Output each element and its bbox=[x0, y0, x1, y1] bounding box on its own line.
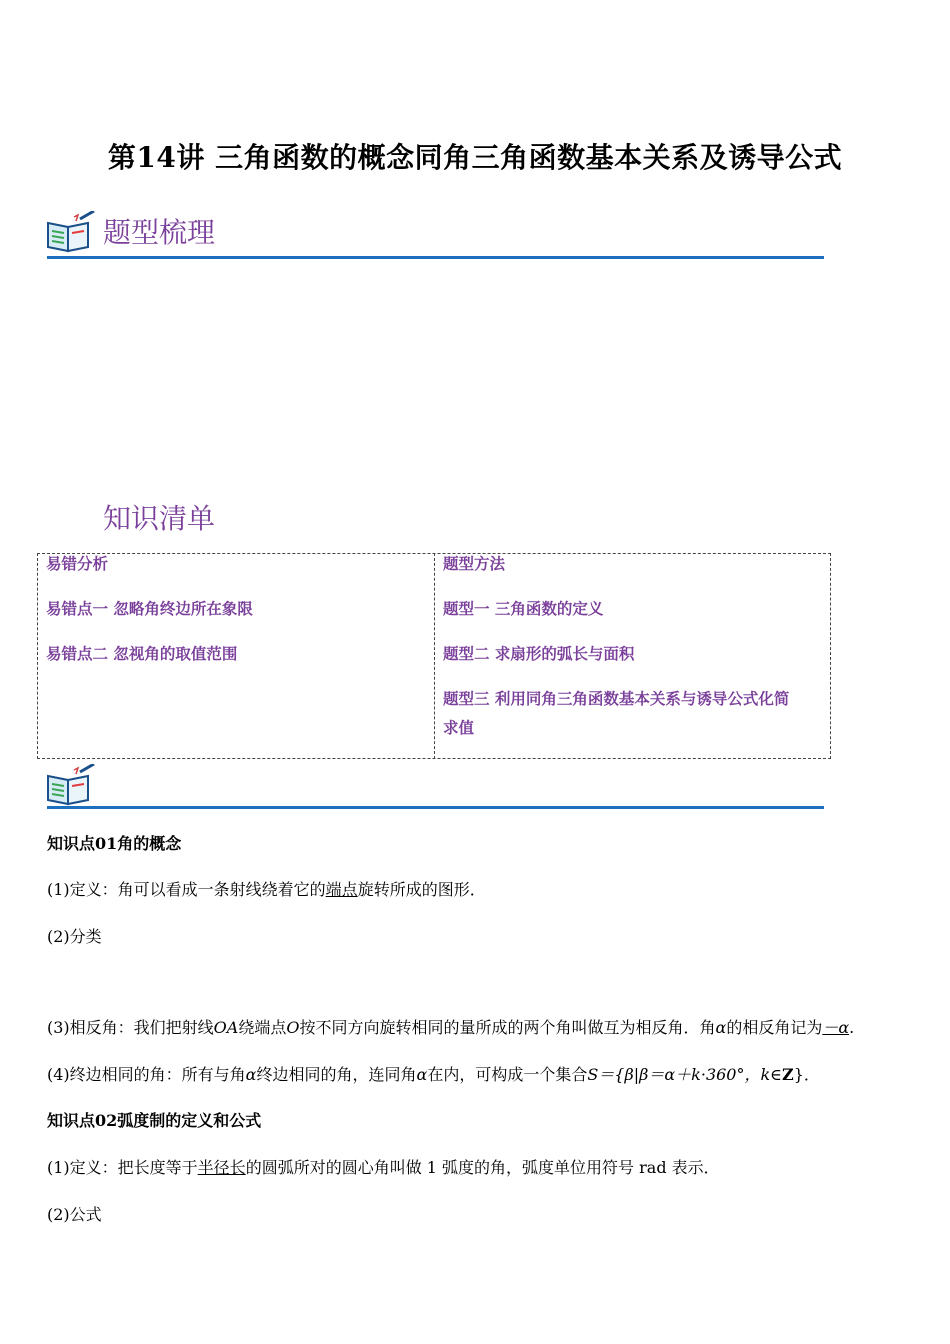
section-divider bbox=[47, 256, 824, 259]
text: 绕端点 bbox=[238, 1018, 287, 1037]
kp02-heading: 知识点02弧度制的定义和公式 bbox=[47, 1111, 262, 1130]
kp02-formula: (2)公式 bbox=[47, 1205, 102, 1224]
text: 按不同方向旋转相同的量所成的两个角叫做互为相反角．角 bbox=[299, 1018, 716, 1037]
text: 终边相同的角，连同角 bbox=[256, 1065, 417, 1084]
text: }． bbox=[793, 1065, 820, 1084]
kp02-definition bbox=[47, 1155, 720, 1178]
math-var: α bbox=[245, 1065, 257, 1084]
underlined-term: －α bbox=[822, 1018, 850, 1037]
math-set: S＝{β|β＝α＋k·360°，k∈ bbox=[587, 1065, 783, 1084]
text: 旋转所成的图形． bbox=[357, 880, 486, 899]
math-var: α bbox=[416, 1065, 428, 1084]
underlined-term: 半径长 bbox=[197, 1158, 246, 1177]
methods-header: 题型方法 bbox=[443, 555, 506, 573]
math-var: O bbox=[286, 1018, 300, 1037]
mistakes-header: 易错分析 bbox=[46, 555, 109, 573]
kp01-definition bbox=[47, 877, 486, 900]
text: (1)定义：角可以看成一条射线绕着它的 bbox=[47, 880, 326, 899]
text: (4)终边相同的角：所有与角 bbox=[47, 1065, 246, 1084]
math-var: OA bbox=[213, 1018, 239, 1037]
text: 的相反角记为 bbox=[726, 1018, 823, 1037]
section-heading-knowledge: 知识清单 bbox=[103, 502, 216, 535]
section-divider bbox=[47, 806, 824, 809]
summary-box-divider bbox=[434, 553, 435, 759]
kp01-coterminal-angles bbox=[47, 1062, 820, 1085]
page-title: 第14讲 三角函数的概念同角三角函数基本关系及诱导公式 bbox=[107, 141, 843, 174]
method-item: 题型三 利用同角三角函数基本关系与诱导公式化简 bbox=[443, 690, 790, 708]
book-icon bbox=[44, 211, 96, 255]
text: 的圆弧所对的圆心角叫做 1 弧度的角，弧度单位用符号 rad 表示． bbox=[245, 1158, 720, 1177]
text: 在内，可构成一个集合 bbox=[427, 1065, 588, 1084]
section-heading-types: 题型梳理 bbox=[103, 216, 216, 249]
math-var: α bbox=[715, 1018, 727, 1037]
method-item: 题型一 三角函数的定义 bbox=[443, 600, 604, 618]
kp01-opposite-angle bbox=[47, 1015, 854, 1038]
math-integers: Z bbox=[782, 1065, 794, 1084]
method-item: 题型二 求扇形的弧长与面积 bbox=[443, 645, 635, 663]
text: (1)定义：把长度等于 bbox=[47, 1158, 198, 1177]
book-icon bbox=[44, 764, 96, 808]
method-item-continued: 求值 bbox=[443, 719, 475, 737]
mistake-item: 易错点一 忽略角终边所在象限 bbox=[46, 600, 253, 618]
mistake-item: 易错点二 忽视角的取值范围 bbox=[46, 645, 238, 663]
kp01-classification: (2)分类 bbox=[47, 927, 102, 946]
kp01-heading: 知识点01角的概念 bbox=[47, 834, 182, 853]
text: . bbox=[849, 1018, 855, 1037]
text: (3)相反角：我们把射线 bbox=[47, 1018, 214, 1037]
underlined-term: 端点 bbox=[325, 880, 358, 899]
